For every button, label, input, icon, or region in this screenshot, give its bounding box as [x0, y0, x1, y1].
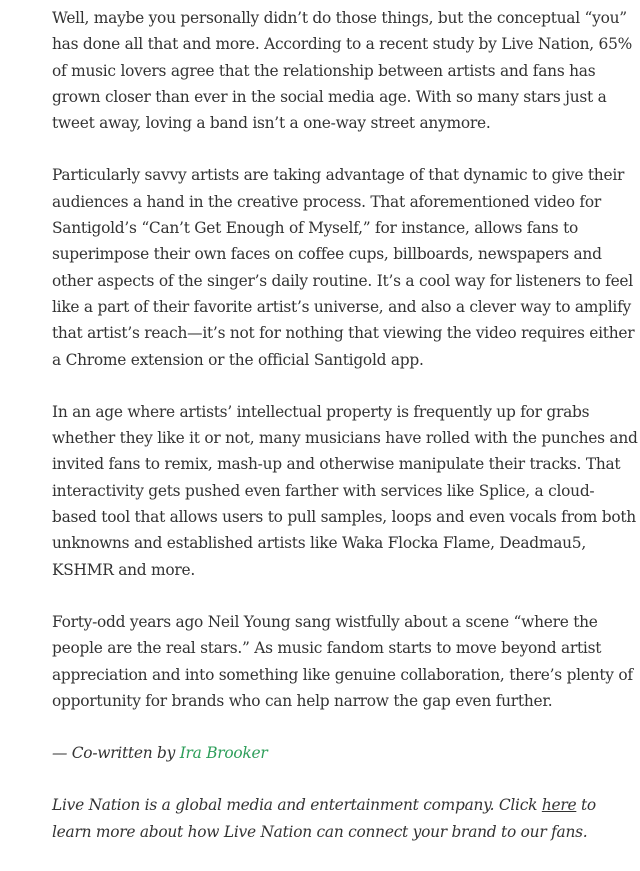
footer-text-before: Live Nation is a global media and entertainment company. Click [52, 796, 542, 815]
author-link[interactable]: Ira Brooker [179, 744, 268, 763]
byline-prefix: — Co-written by [52, 744, 180, 763]
article-paragraph: Particularly savvy artists are taking advantage of that dynamic to give their audiences a hand in the creative process. That aforementioned video for Santigold’s “Can’t Get Enough of Myself,” for instance, allows fans to superimpose their own faces on coffee cups, billboards, newspapers and other aspects of the singer’s daily routine. It’s a cool way for listeners to feel like a part of their favorite artist’s universe, and also a clever way to amplify that artist’s reach—it’s not for nothing that viewing the video requires either a Chrome extension or the official Santigold app. [52, 166, 635, 369]
article-paragraph: In an age where artists’ intellectual property is frequently up for grabs whether they like it or not, many musicians have rolled with the punches and invited fans to remix, mash-up and otherwise manipulate their tracks. That interactivity gets pushed even farther with services like Splice, a cloud-based tool that allows users to pull samples, loops and even vocals from both unknowns and established artists like Waka Flocka Flame, Deadmau5, KSHMR and more. [52, 402, 638, 579]
learn-more-link[interactable]: here [541, 796, 577, 815]
footer-note [52, 792, 638, 845]
article-paragraph: Well, maybe you personally didn’t do those things, but the conceptual “you” has done all that and more. According to a recent study by Live Nation, 65% of music lovers agree that the relationship between artists and fans has grown closer than ever in the social media age. With so many stars just a tweet away, loving a band isn’t a one-way street anymore. [52, 9, 632, 133]
footer-text-after: to learn more about how Live Nation can connect your brand to our fans. [52, 796, 596, 841]
article-body [52, 5, 638, 871]
byline [52, 740, 638, 766]
article-paragraph: Forty-odd years ago Neil Young sang wistfully about a scene “where the people are the real stars.” As music fandom starts to move beyond artist appreciation and into something like genuine collaboration, there’s plenty of opportunity for brands who can help narrow the gap even further. [52, 612, 633, 710]
